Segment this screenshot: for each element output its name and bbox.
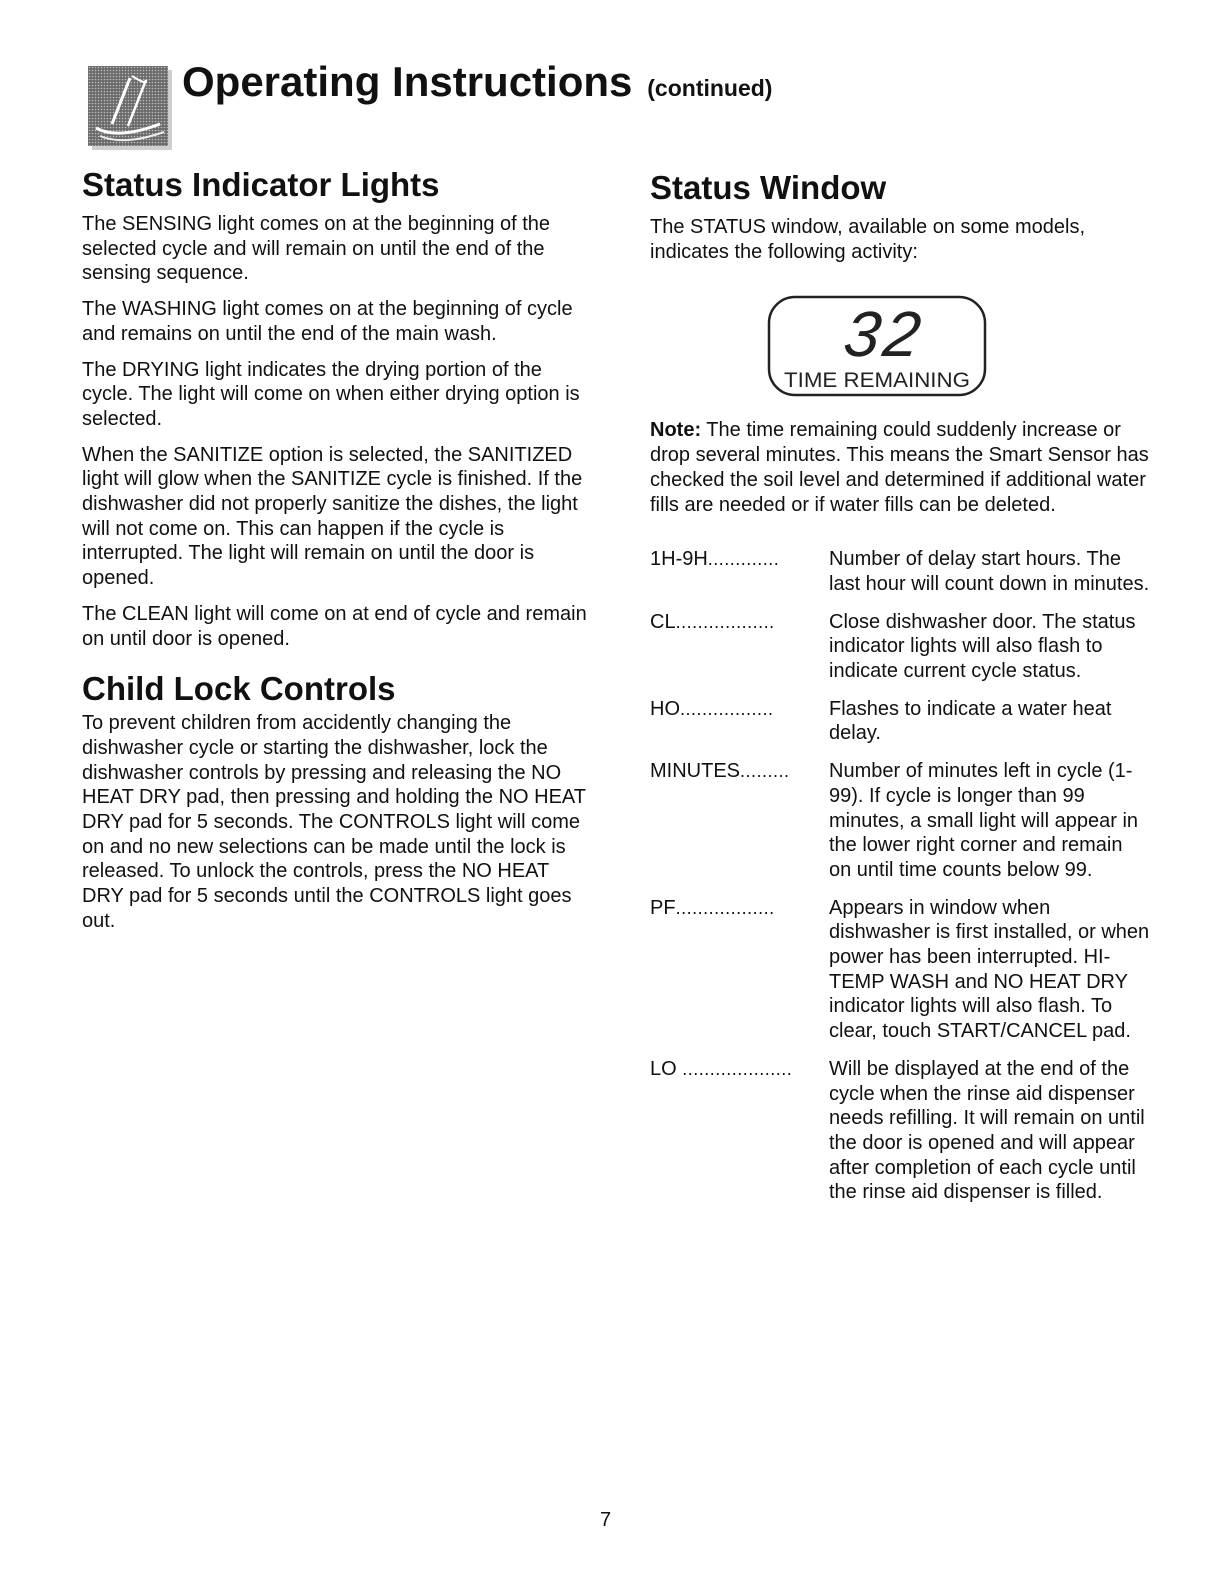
code-description: Number of minutes left in cycle (1-99). If cycle is longer than 99 minutes, a small light will appear in the lower right corner and remain on until time counts below 99. (829, 760, 1139, 881)
status-indicator-lights-section (82, 165, 587, 651)
code-term (650, 697, 829, 722)
code-description: Close dishwasher door. The status indicator lights will also flash to indicate current cycle status. (829, 610, 1136, 683)
status-display-illustration (766, 294, 988, 398)
paragraph-sensing: The SENSING light comes on at the beginning of the selected cycle and will remain on until the end of the sensing sequence. (82, 213, 551, 285)
code-description: Flashes to indicate a water heat delay. (829, 697, 1112, 745)
page-number: 7 (599, 1509, 612, 1531)
status-indicator-lights-heading: Status Indicator Lights (82, 166, 440, 203)
note-text: The time remaining could suddenly increase or drop several minutes. This means the Smart Sensor has checked the soil level and determined if additional water fills are needed or if water fills can be deleted. (650, 419, 1149, 516)
status-window-intro: The STATUS window, available on some models, indicates the following activity: (650, 216, 1086, 263)
code-leader-dots: .................... (682, 1058, 793, 1079)
status-window-note (650, 418, 1150, 517)
code-term (650, 759, 829, 784)
code-term-text: MINUTES (650, 760, 740, 783)
code-description: Appears in window when dishwasher is first installed, or when power has been interrupted. HI-TEMP WASH and NO HEAT DRY indicator lights will also flash. To clear, touch START/CANCEL pad. (829, 896, 1150, 1043)
code-leader-dots: ............. (707, 549, 780, 570)
code-row-ho (650, 697, 1150, 746)
note-label: Note: (650, 419, 702, 442)
code-row-1h-9h (650, 547, 1150, 596)
child-lock-controls-section (82, 669, 587, 933)
code-term (650, 547, 829, 572)
code-term-text: PF (650, 896, 676, 919)
code-leader-dots: .................. (675, 611, 775, 632)
paragraph-washing: The WASHING light comes on at the beginning of cycle and remains on until the end of the main wash. (82, 298, 573, 345)
left-column (82, 165, 587, 945)
code-row-lo (650, 1057, 1150, 1205)
code-row-cl (650, 610, 1150, 684)
code-term-text: HO (650, 697, 680, 720)
code-term (650, 896, 829, 921)
code-leader-dots: ................. (680, 698, 774, 719)
status-window-heading: Status Window (650, 169, 887, 206)
paragraph-drying: The DRYING light indicates the drying portion of the cycle. The light will come on when either drying option is selected. (82, 358, 580, 430)
paragraph-child-lock: To prevent children from accidently changing the dishwasher cycle or starting the dishwasher, lock the dishwasher controls by pressing and releasing the NO HEAT DRY pad, then pressing and holding the NO HEAT DRY pad for 5 seconds. The CONTROLS light will come on and no new selections can be made until the lock is released. To unlock the controls, press the NO HEAT DRY pad for 5 seconds until the CONTROLS light goes out. (82, 712, 586, 932)
code-term-text: LO (650, 1057, 683, 1080)
code-description: Will be displayed at the end of the cycle when the rinse aid dispenser needs refilling. It will remain on until the door is opened and will appear after completion of each cycle until the rinse aid dispenser is filled. (829, 1057, 1145, 1204)
right-column (650, 168, 1150, 1218)
child-lock-controls-heading: Child Lock Controls (82, 670, 396, 708)
code-term-text: CL (650, 610, 676, 633)
page-title-main: Operating Instructions (182, 58, 633, 105)
paragraph-sanitize: When the SANITIZE option is selected, the SANITIZED light will glow when the SANITIZE cycle is finished. If the dishwasher did not properly sanitize the dishes, the light will not come on. This can happen if the cycle is interrupted. The light will remain on until the door is opened. (82, 443, 583, 590)
code-term-text: 1H-9H (650, 548, 708, 571)
paragraph-clean: The CLEAN light will come on at end of cycle and remain on until door is opened. (82, 602, 587, 650)
code-term (650, 610, 829, 635)
page-title (182, 58, 772, 106)
display-label: TIME REMAINING (784, 369, 970, 393)
code-leader-dots: .................. (675, 897, 775, 918)
page-title-subtitle: (continued) (647, 75, 773, 101)
status-code-list (650, 547, 1150, 1205)
code-description: Number of delay start hours. The last hour will count down in minutes. (829, 548, 1150, 595)
code-term (650, 1057, 829, 1082)
code-row-pf (650, 896, 1150, 1044)
display-digits: 32 (839, 298, 929, 371)
dishwasher-icon (88, 66, 172, 150)
code-row-minutes (650, 759, 1150, 883)
code-leader-dots: ......... (740, 761, 790, 782)
status-display-svg (766, 294, 988, 398)
